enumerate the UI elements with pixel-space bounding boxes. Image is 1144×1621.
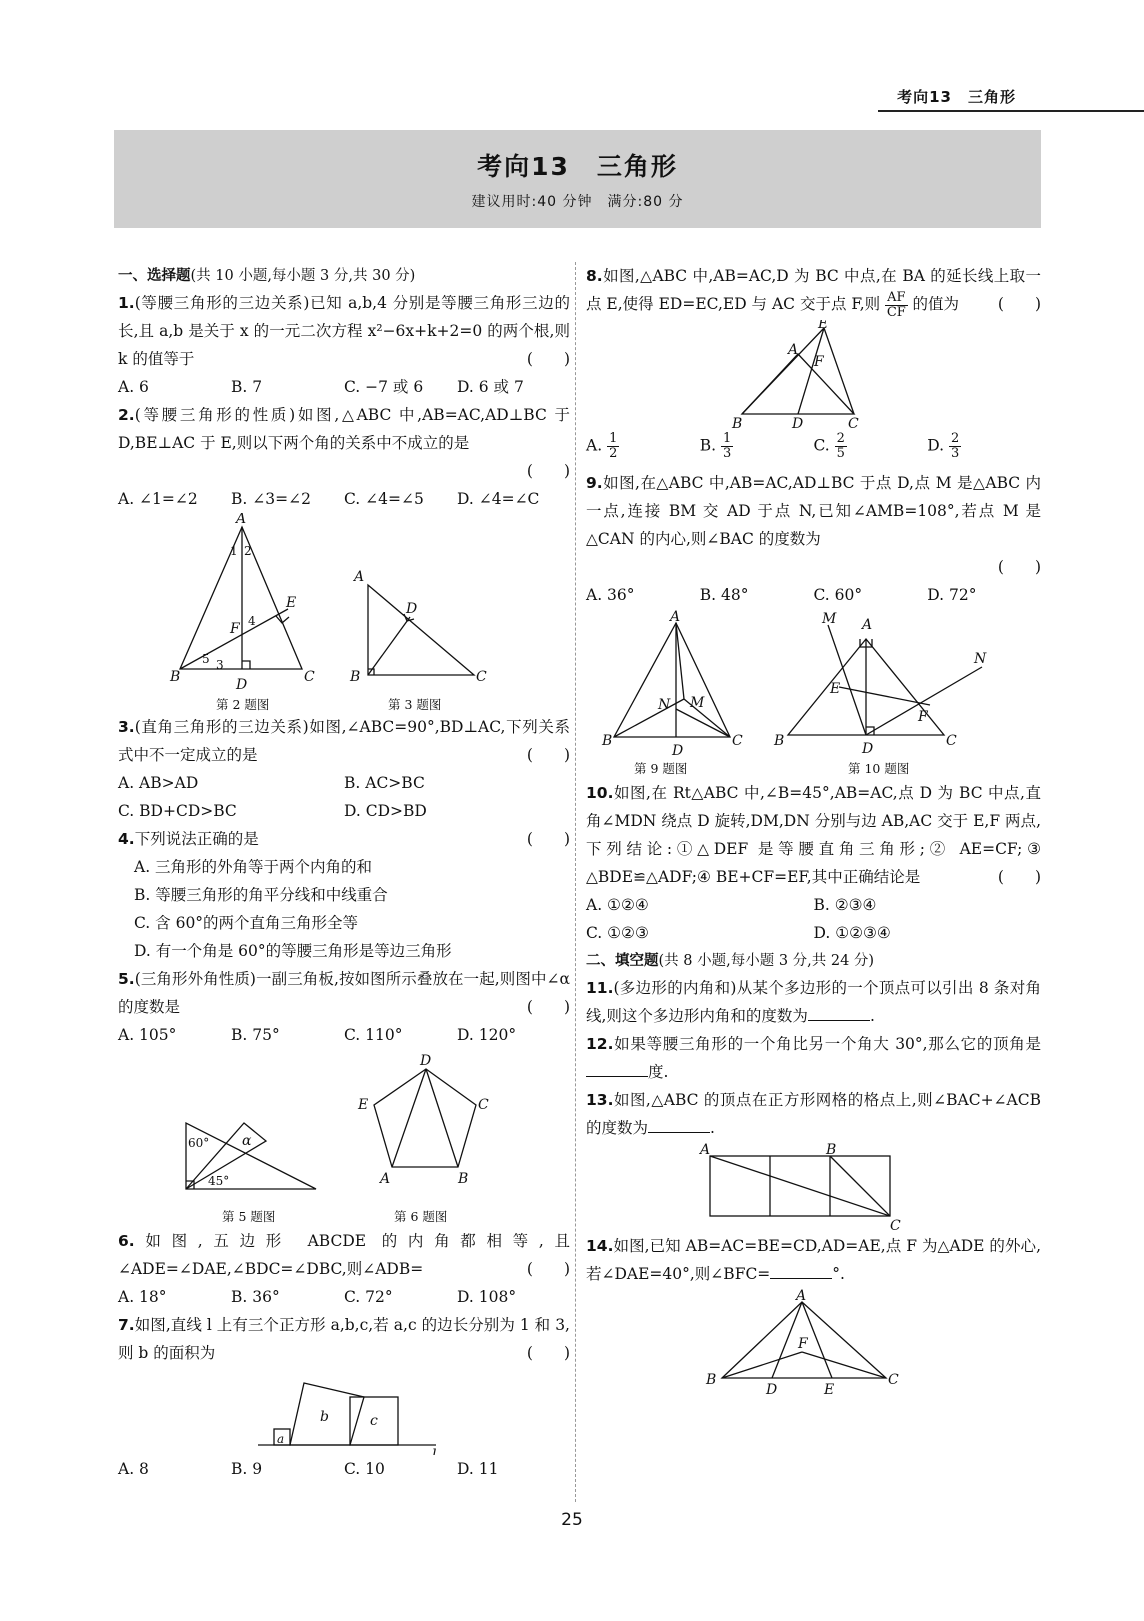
- svg-text:C: C: [476, 669, 487, 685]
- svg-text:C: C: [946, 732, 957, 749]
- question-6: 6.如图,五边形 ABCDE 的内角都相等,且∠ADE=∠DAE,∠BDC=∠DBC,则∠ADB= ( ): [118, 1232, 570, 1278]
- q5-options: A. 105° B. 75° C. 110° D. 120°: [118, 1026, 517, 1044]
- q6-options: A. 18° B. 36° C. 72° D. 108°: [118, 1288, 517, 1306]
- svg-text:F: F: [230, 621, 240, 637]
- svg-text:D: D: [792, 415, 804, 432]
- figure-7: [118, 1367, 570, 1455]
- svg-text:C: C: [732, 732, 743, 749]
- caption-fig6: 第 6 题图: [394, 1209, 448, 1224]
- question-4: 4.下列说法正确的是 ( ): [118, 830, 570, 848]
- svg-text:D: D: [862, 740, 874, 757]
- svg-text:A: A: [670, 608, 681, 625]
- svg-text:b: b: [320, 1409, 329, 1425]
- svg-text:c: c: [370, 1413, 378, 1429]
- question-3: 3.(直角三角形的三边关系)如图,∠ABC=90°,BD⊥AC,下列关系式中不一定成立的是 ( ): [118, 718, 570, 764]
- svg-text:E: E: [358, 1097, 369, 1113]
- svg-text:B: B: [774, 732, 785, 749]
- svg-text:B: B: [826, 1141, 837, 1158]
- svg-text:5: 5: [202, 652, 210, 666]
- svg-text:E: E: [286, 595, 297, 611]
- svg-text:B: B: [350, 669, 361, 685]
- svg-text:A: A: [796, 1287, 807, 1304]
- svg-text:2: 2: [244, 544, 252, 558]
- section-fill: 二、填空题(共 8 小题,每小题 3 分,共 24 分): [586, 952, 875, 969]
- q4-option-d: D. 有一个角是 60°的等腰三角形是等边三角形: [134, 942, 452, 960]
- svg-text:N: N: [974, 650, 987, 667]
- svg-text:B: B: [458, 1171, 469, 1187]
- svg-text:C: C: [304, 669, 315, 685]
- q1-options: A. 6 B. 7 C. −7 或 6 D. 6 或 7: [118, 378, 524, 396]
- question-13: 13.如图,△ABC 的顶点在正方形网格的格点上,则∠BAC+∠ACB 的度数为 .: [586, 1090, 1041, 1137]
- svg-text:A: A: [862, 616, 873, 633]
- svg-text:60°: 60°: [188, 1136, 210, 1150]
- q4-option-c: C. 含 60°的两个直角三角形全等: [134, 914, 359, 932]
- q2-options: A. ∠1=∠2 B. ∠3=∠2 C. ∠4=∠5 D. ∠4=∠C: [118, 490, 540, 508]
- figure-9-10-diagram: [586, 609, 1041, 779]
- question-8: 8.如图,△ABC 中,AB=AC,D 为 BC 中点,在 BA 的延长线上取一点 E,使得 ED=EC,ED 与 AC 交于点 F,则 $\frac{AF}{CF}$ 的值为 ( ): [586, 267, 1041, 320]
- svg-text:D: D: [766, 1381, 778, 1398]
- section-choice: 一、选择题(共 10 小题,每小题 3 分,共 30 分): [118, 268, 416, 284]
- svg-text:B: B: [170, 669, 181, 685]
- svg-text:B: B: [602, 732, 613, 749]
- q10-options: A. ①②④ B. ②③④ C. ①②③ D. ①②③④: [586, 895, 891, 942]
- right-column: [586, 262, 1041, 1398]
- caption-fig2: 第 2 题图: [216, 697, 270, 712]
- svg-text:C: C: [888, 1371, 899, 1388]
- question-1: 1.(等腰三角形的三边关系)已知 a,b,4 分别是等腰三角形三边的长,且 a,b 是关于 x 的一元二次方程 x²−6x+k+2=0 的两个根,则 k 的值等于 ( ): [118, 294, 570, 368]
- figure-5-6-diagram: [118, 1049, 570, 1227]
- q3-options: A. AB>AD B. AC>BC C. BD+CD>BC D. CD>BD: [118, 774, 427, 820]
- svg-text:4: 4: [248, 614, 256, 628]
- question-14: 14.如图,已知 AB=AC=BE=CD,AD=AE,点 F 为△ADE 的外心,若∠DAE=40°,则∠BFC= °.: [586, 1236, 1041, 1283]
- svg-text:A: A: [354, 569, 365, 585]
- svg-text:D: D: [672, 742, 684, 759]
- title-banner: [114, 130, 1041, 228]
- question-2: 2.(等腰三角形的性质)如图,△ABC 中,AB=AC,AD⊥BC 于 D,BE⊥AC 于 E,则以下两个角的关系中不成立的是 ( ): [118, 406, 570, 480]
- svg-text:A: A: [236, 513, 247, 527]
- question-12: 12.如果等腰三角形的一个角比另一个角大 30°,那么它的顶角是度.: [586, 1034, 1041, 1081]
- svg-text:3: 3: [216, 658, 224, 672]
- svg-text:A: A: [788, 341, 799, 358]
- svg-text:B: B: [732, 415, 743, 432]
- svg-text:A: A: [380, 1171, 391, 1187]
- q8-options: A. $\frac{1}{2}$ B. $\frac{1}{3}$ C. $\frac{2}{5}$ D. $\frac{2}{3}$: [586, 430, 960, 461]
- q9-options: A. 36° B. 48° C. 60° D. 72°: [586, 585, 977, 604]
- question-9: 9.如图,在△ABC 中,AB=AC,AD⊥BC 于点 D,点 M 是△ABC 内一点,连接 BM 交 AD 于点 N,已知∠AMB=108°,若点 M 是△CAN 的内心,则∠BAC 的度数为 ( ): [586, 473, 1041, 576]
- question-5: 5.(三角形外角性质)一副三角板,按如图所示叠放在一起,则图中∠α 的度数是 ( ): [118, 970, 570, 1016]
- running-header: 考向13 三角形: [897, 88, 1016, 106]
- svg-text:N: N: [658, 696, 671, 713]
- svg-text:F: F: [814, 353, 824, 370]
- svg-text:α: α: [242, 1133, 252, 1149]
- figure-8-diagram: [586, 320, 1041, 432]
- question-11: 11.(多边形的内角和)从某个多边形的一个顶点可以引出 8 条对角线,则这个多边形内角和的度数为 .: [586, 978, 1041, 1025]
- caption-fig3: 第 3 题图: [388, 697, 442, 712]
- page-title: 考向13 三角形: [477, 152, 678, 181]
- svg-text:C: C: [478, 1097, 489, 1113]
- svg-text:E: E: [830, 680, 841, 697]
- figure-13-diagram: [586, 1142, 1041, 1232]
- svg-text:D: D: [236, 677, 248, 693]
- q8-fraction: $\frac{AF}{CF}$: [886, 289, 906, 320]
- q7-options: A. 8 B. 9 C. 10 D. 11: [118, 1460, 499, 1478]
- figure-2-3-diagram: [118, 513, 570, 713]
- figure-13: [586, 1142, 1041, 1232]
- figure-14-diagram: [586, 1288, 1041, 1398]
- svg-text:C: C: [848, 415, 859, 432]
- svg-text:D: D: [420, 1053, 432, 1069]
- caption-fig10: 第 10 题图: [848, 760, 910, 776]
- svg-text:B: B: [706, 1371, 717, 1388]
- q13-blank[interactable]: [648, 1132, 710, 1133]
- svg-text:E: E: [818, 319, 829, 332]
- svg-text:A: A: [700, 1141, 711, 1158]
- svg-text:F: F: [798, 1335, 808, 1352]
- page-subtitle: 建议用时:40 分钟 满分:80 分: [471, 194, 684, 210]
- svg-text:E: E: [824, 1381, 835, 1398]
- figure-8: [586, 320, 1041, 432]
- svg-text:C: C: [890, 1217, 901, 1232]
- figures-5-6: [118, 1049, 570, 1227]
- q4-option-b: B. 等腰三角形的角平分线和中线重合: [134, 886, 388, 904]
- svg-text:F: F: [918, 708, 928, 725]
- question-10: 10.如图,在 Rt△ABC 中,∠B=45°,AB=AC,点 D 为 BC 中点,直角∠MDN 绕点 D 旋转,DM,DN 分别与边 AB,AC 交于 E,F 两点,下列结论:①△DEF 是等腰直角三角形;② AE=CF;③ △BDE≌△ADF;④ BE+CF=EF,其中正确结论是 ( ): [586, 783, 1041, 886]
- q12-blank[interactable]: [586, 1076, 648, 1077]
- column-divider: [575, 262, 576, 1502]
- svg-text:D: D: [406, 601, 418, 617]
- svg-text:M: M: [822, 610, 837, 627]
- header-rule: [878, 110, 1144, 112]
- q11-blank[interactable]: [808, 1020, 870, 1021]
- svg-text:45°: 45°: [208, 1174, 230, 1188]
- figures-9-10: [586, 609, 1041, 779]
- svg-text:l: l: [432, 1447, 437, 1455]
- caption-fig5: 第 5 题图: [222, 1209, 276, 1224]
- svg-text:1: 1: [230, 544, 238, 558]
- q14-blank[interactable]: [770, 1278, 832, 1279]
- figure-14: [586, 1288, 1041, 1398]
- caption-fig9: 第 9 题图: [634, 760, 688, 776]
- figures-2-3: [118, 513, 570, 713]
- page-number: 25: [561, 1510, 583, 1530]
- q4-option-a: A. 三角形的外角等于两个内角的和: [134, 858, 373, 876]
- left-column: [118, 262, 570, 1483]
- svg-text:M: M: [690, 694, 705, 711]
- figure-7-diagram: [118, 1367, 570, 1455]
- question-7: 7.如图,直线 l 上有三个正方形 a,b,c,若 a,c 的边长分别为 1 和 3,则 b 的面积为 ( ): [118, 1316, 570, 1362]
- svg-text:a: a: [277, 1432, 285, 1446]
